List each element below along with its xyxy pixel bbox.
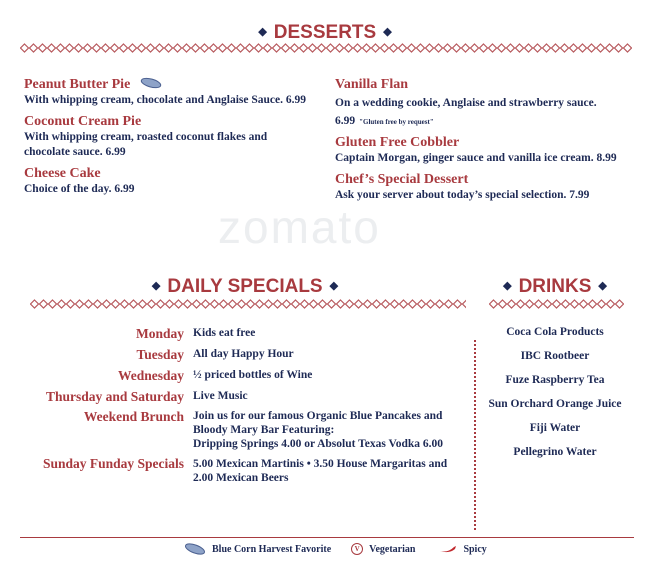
special-detail: 5.00 Mexican Martinis • 3.50 House Margaritas and xyxy=(193,458,448,470)
diamond-divider xyxy=(489,299,624,309)
special-detail: 2.00 Mexican Beers xyxy=(193,472,289,484)
special-day: Tuesday xyxy=(136,347,184,362)
diamond-divider xyxy=(30,299,466,309)
special-detail: Bloody Mary Bar Featuring: xyxy=(193,424,335,436)
menu-item xyxy=(24,77,324,108)
menu-item xyxy=(24,114,324,160)
watermark: zomato xyxy=(218,201,381,253)
item-name: Vanilla Flan xyxy=(335,77,409,92)
legend-vegetarian: Vegetarian xyxy=(369,543,416,555)
drink-item: Fuze Raspberry Tea xyxy=(505,374,605,386)
special-day: Weekend Brunch xyxy=(83,409,184,424)
item-note: "Gluten free by request" xyxy=(359,118,434,126)
special-detail: Join us for our famous Organic Blue Pancakes and xyxy=(193,410,443,422)
drink-item: Fiji Water xyxy=(529,422,581,434)
menu-item xyxy=(335,172,635,203)
special-day: Sunday Funday Specials xyxy=(42,456,184,471)
special-day: Thursday and Saturday xyxy=(45,389,184,404)
special-detail: Dripping Springs 4.00 or Absolut Texas Vodka 6.00 xyxy=(193,438,444,450)
item-name: Cheese Cake xyxy=(24,166,101,181)
special-detail: ½ priced bottles of Wine xyxy=(193,369,313,381)
blue-corn-icon xyxy=(184,542,206,556)
legend-blue-corn: Blue Corn Harvest Favorite xyxy=(212,543,332,555)
special-day: Wednesday xyxy=(117,368,184,383)
item-description: Choice of the day. 6.99 xyxy=(24,183,135,195)
drink-item: Pellegrino Water xyxy=(513,446,597,458)
legend-spicy: Spicy xyxy=(463,543,487,555)
item-description: Ask your server about today’s special selection. 7.99 xyxy=(335,189,590,201)
item-description: On a wedding cookie, Anglaise and strawberry sauce. 6.99 xyxy=(335,97,597,127)
vegetarian-icon: V xyxy=(351,543,363,555)
footer-divider xyxy=(20,537,634,538)
drink-item: Coca Cola Products xyxy=(506,326,604,338)
special-detail: All day Happy Hour xyxy=(193,348,294,360)
item-name: Gluten Free Cobbler xyxy=(335,135,460,150)
drink-item: IBC Rootbeer xyxy=(520,350,590,362)
menu-item xyxy=(335,77,635,129)
item-description: Captain Morgan, ginger sauce and vanilla ice cream. 8.99 xyxy=(335,152,617,164)
special-detail: Kids eat free xyxy=(193,327,256,339)
drinks-title: ◆ DRINKS ◆ xyxy=(503,276,607,297)
diamond-divider xyxy=(20,43,632,53)
daily-specials-title: ◆ DAILY SPECIALS ◆ xyxy=(151,276,339,297)
item-name: Coconut Cream Pie xyxy=(24,114,142,129)
special-detail: Live Music xyxy=(193,390,248,402)
item-description: With whipping cream, roasted coconut flakes and chocolate sauce. 6.99 xyxy=(24,131,268,158)
special-day: Monday xyxy=(135,326,184,341)
menu-item xyxy=(335,135,635,166)
desserts-title: ◆ DESSERTS ◆ xyxy=(258,22,392,43)
dotted-divider xyxy=(474,340,476,530)
item-name: Peanut Butter Pie xyxy=(24,77,131,92)
desserts-left-column xyxy=(24,77,324,203)
drink-item: Sun Orchard Orange Juice xyxy=(488,398,622,410)
blue-corn-icon xyxy=(140,77,162,89)
legend xyxy=(184,542,487,556)
menu-item xyxy=(24,166,324,197)
item-name: Chef’s Special Dessert xyxy=(335,172,469,187)
chili-pepper-icon xyxy=(439,544,457,554)
item-description: With whipping cream, chocolate and Anglaise Sauce. 6.99 xyxy=(24,94,306,106)
desserts-right-column xyxy=(335,77,635,209)
